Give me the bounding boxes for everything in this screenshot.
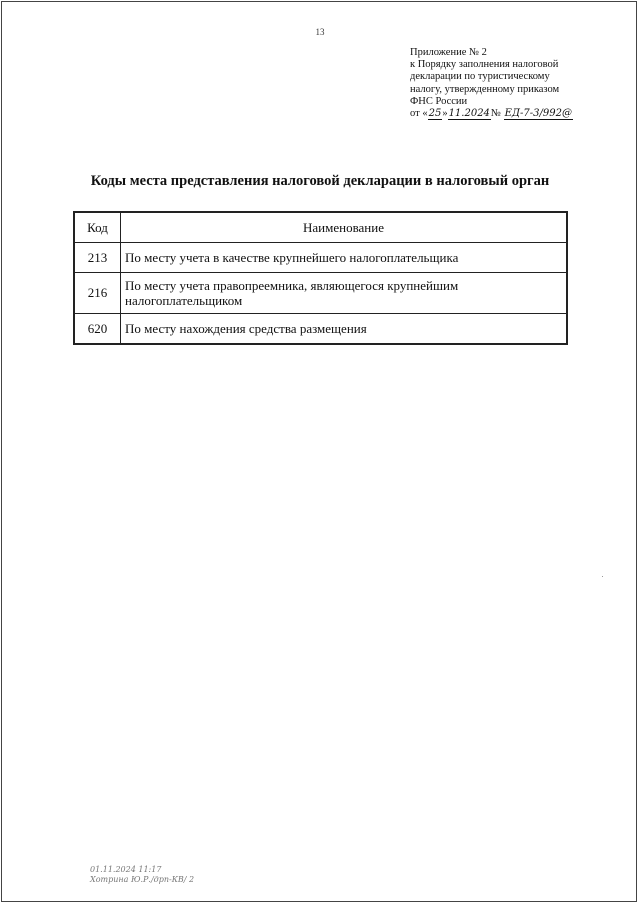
appendix-line-4: налогу, утвержденному приказом bbox=[410, 83, 560, 95]
table-row bbox=[74, 314, 567, 345]
row-name: По месту учета правопреемника, являющегося крупнейшим налогоплательщиком bbox=[121, 273, 568, 314]
date-rest: 11.2024 bbox=[448, 108, 490, 120]
codes-table bbox=[73, 211, 568, 345]
footer-stamp-line-2: Хотрина Ю.Р./дрп-КВ/ 2 bbox=[90, 875, 195, 884]
footer-stamp-line-1: 01.11.2024 11:17 bbox=[90, 865, 162, 874]
date-day: 25 bbox=[428, 108, 442, 120]
appendix-line-5: ФНС России bbox=[410, 95, 468, 107]
row-name: По месту нахождения средства размещения bbox=[121, 314, 568, 345]
document-title: Коды места представления налоговой декларации в налоговый орган bbox=[90, 173, 550, 189]
appendix-block bbox=[410, 47, 610, 120]
table-row bbox=[74, 273, 567, 314]
row-code: 216 bbox=[74, 273, 121, 314]
header-name: Наименование bbox=[121, 212, 568, 243]
page-number: 13 bbox=[315, 27, 325, 37]
appendix-line-3: декларации по туристическому bbox=[410, 71, 550, 83]
appendix-line-1: Приложение № 2 bbox=[410, 47, 487, 58]
header-code: Код bbox=[74, 212, 121, 243]
date-prefix: от « bbox=[410, 108, 428, 120]
scan-speck bbox=[602, 576, 603, 577]
row-code: 620 bbox=[74, 314, 121, 345]
appendix-date-line bbox=[410, 108, 610, 120]
row-code: 213 bbox=[74, 243, 121, 273]
order-number: ЕД-7-3/992@ bbox=[504, 108, 572, 120]
appendix-line-2: к Порядку заполнения налоговой bbox=[410, 59, 559, 71]
table-row bbox=[74, 243, 567, 273]
table-header-row bbox=[74, 212, 567, 243]
row-name: По месту учета в качестве крупнейшего налогоплательщика bbox=[121, 243, 568, 273]
number-prefix: № bbox=[490, 108, 501, 120]
page-border bbox=[1, 1, 637, 902]
date-mid: » bbox=[442, 108, 448, 120]
